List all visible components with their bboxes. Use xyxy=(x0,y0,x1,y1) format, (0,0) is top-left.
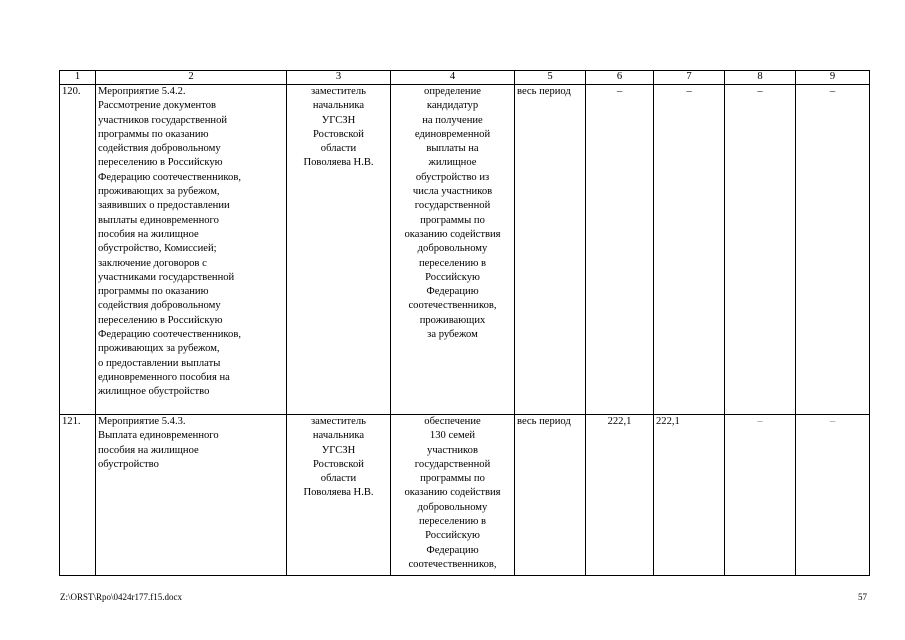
value-cell: 222,1 xyxy=(586,415,654,576)
value-cell: – xyxy=(725,85,796,415)
column-header: 1 xyxy=(60,71,96,85)
column-header: 6 xyxy=(586,71,654,85)
table-row xyxy=(60,85,870,415)
value-cell: – xyxy=(654,85,725,415)
period-cell: весь период xyxy=(515,85,586,415)
column-header: 7 xyxy=(654,71,725,85)
column-number-row xyxy=(60,71,870,85)
column-header: 9 xyxy=(796,71,870,85)
column-header: 2 xyxy=(96,71,287,85)
activity-cell: Мероприятие 5.4.2. Рассмотрение документов участников государственной программы по оказанию содействия добровольному переселению в Российскую Федерацию соотечественников, проживающих за рубежом, заявивших о предоставлении выплаты единовременного пособия на жилищное обустройство, Комиссией; заключение договоров с участниками государственной программы по оказанию содействия добровольному переселению в Российскую Федерацию соотечественников, проживающих за рубежом, о предоставлении выплаты единовременного пособия на жилищное обустройство xyxy=(96,85,287,415)
row-number: 121. xyxy=(60,415,96,576)
column-header: 3 xyxy=(287,71,391,85)
value-cell: 222,1 xyxy=(654,415,725,576)
result-cell: определение кандидатур на получение единовременной выплаты на жилищное обустройство из числа участников государственной программы по оказанию содействия добровольному переселению в Российскую Федерацию соотечественников, проживающих за рубежом xyxy=(391,85,515,415)
value-cell: – xyxy=(796,85,870,415)
page-number: 57 xyxy=(858,592,867,602)
measures-table xyxy=(59,70,870,576)
period-cell: весь период xyxy=(515,415,586,576)
column-header: 8 xyxy=(725,71,796,85)
result-cell: обеспечение 130 семей участников государственной программы по оказанию содействия добровольному переселению в Российскую Федерацию соотечественников, xyxy=(391,415,515,576)
value-cell: – xyxy=(725,415,796,576)
responsible-cell: заместитель начальника УГСЗН Ростовской области Поволяева Н.В. xyxy=(287,85,391,415)
footer-file-path: Z:\ORST\Rpo\0424r177.f15.docx xyxy=(60,592,182,602)
value-cell: – xyxy=(586,85,654,415)
activity-cell: Мероприятие 5.4.3. Выплата единовременного пособия на жилищное обустройство xyxy=(96,415,287,576)
column-header: 4 xyxy=(391,71,515,85)
row-number: 120. xyxy=(60,85,96,415)
column-header: 5 xyxy=(515,71,586,85)
table-row xyxy=(60,415,870,576)
responsible-cell: заместитель начальника УГСЗН Ростовской области Поволяева Н.В. xyxy=(287,415,391,576)
value-cell: – xyxy=(796,415,870,576)
